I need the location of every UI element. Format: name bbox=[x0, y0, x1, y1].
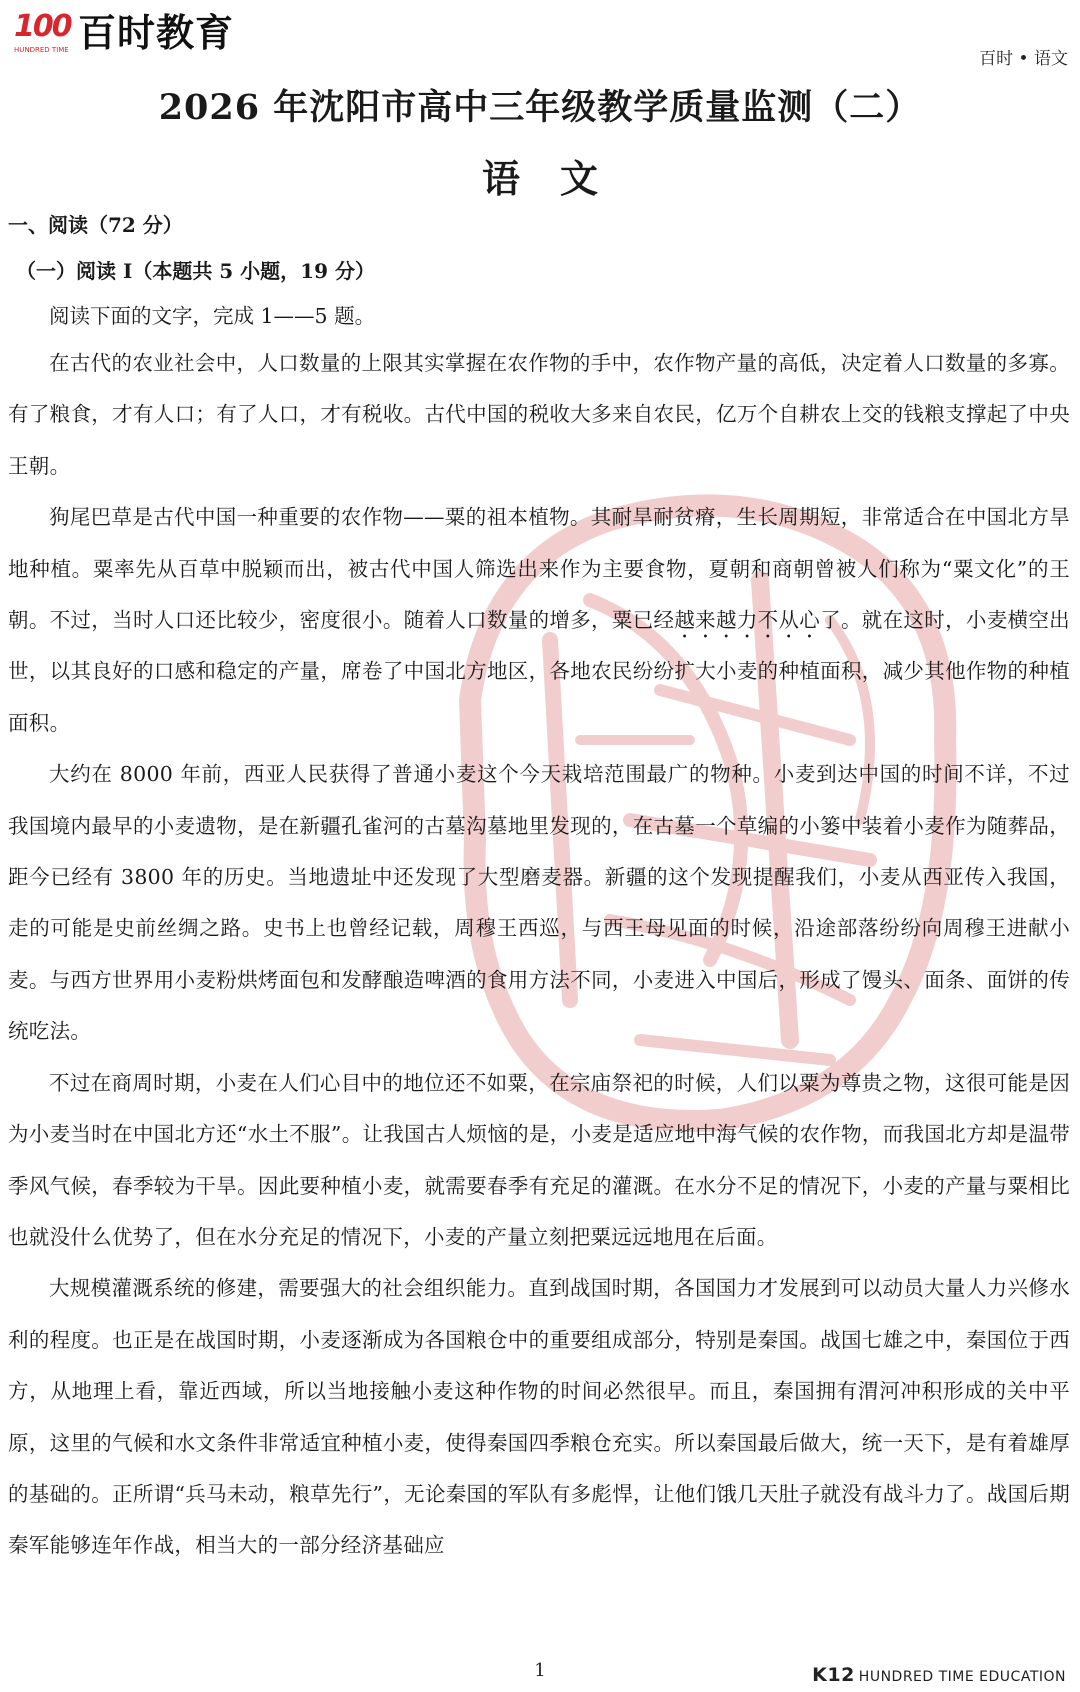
footer-k12: K12 bbox=[812, 1664, 855, 1686]
paragraph-2-text-after: 了。就在这时，小麦横空出世，以其良好的口感和稳定的产量，席卷了中国北方地区，各地农民纷纷扩大小麦的种植面积，减少其他作物的种植面积。 bbox=[8, 608, 1070, 735]
logo-number: 100 bbox=[14, 9, 71, 44]
paragraph-3: 大约在 8000 年前，西亚人民获得了普通小麦这个今天栽培范围最广的物种。小麦到达中国的时间不详，不过我国境内最早的小麦遗物，是在新疆孔雀河的古墓沟墓地里发现的，在古墓一个草编的小篓中装着小麦作为随葬品，距今已经有 3800 年的历史。当地遗址中还发现了大型磨麦器。新疆的这个发现提醒我们，小麦从西亚传入我国，走的可能是史前丝绸之路。史书上也曾经记载，周穆王西巡，与西王母见面的时候，沿途部落纷纷向周穆王进献小麦。与西方世界用小麦粉烘烤面包和发酵酿造啤酒的食用方法不同，小麦进入中国后，形成了馒头、面条、面饼的传统吃法。 bbox=[8, 762, 1070, 1044]
paragraph-2 bbox=[8, 492, 1070, 749]
paragraph-1: 在古代的农业社会中，人口数量的上限其实掌握在农作物的手中，农作物产量的高低，决定着人口数量的多寡。有了粮食，才有人口；有了人口，才有税收。古代中国的税收大多来自农民，亿万个自耕农上交的钱粮支撑起了中央王朝。 bbox=[8, 351, 1070, 478]
paragraph-4: 不过在商周时期，小麦在人们心目中的地位还不如粟，在宗庙祭祀的时候，人们以粟为尊贵之物，这很可能是因为小麦当时在中国北方还“水土不服”。让我国古人烦恼的是，小麦是适应地中海气候的农作物，而我国北方却是温带季风气候，春季较为干旱。因此要种植小麦，就需要春季有充足的灌溉。在水分不足的情况下，小麦的产量与粟相比也就没什么优势了，但在水分充足的情况下，小麦的产量立刻把粟远远地甩在后面。 bbox=[8, 1070, 1070, 1249]
footer-brand bbox=[812, 1664, 1066, 1686]
subsection-heading: （一）阅读 I（本题共 5 小题，19 分） bbox=[16, 259, 375, 283]
logo-subtitle: HUNDRED TIME bbox=[14, 46, 69, 54]
brand-logo bbox=[14, 10, 234, 56]
section-heading: 一、阅读（72 分） bbox=[8, 213, 183, 237]
page-title: 2026 年沈阳市高中三年级教学质量监测（二） bbox=[158, 87, 922, 128]
paragraph-2-text-before: 狗尾巴草是古代中国一种重要的农作物——粟的祖本植物。其耐旱耐贫瘠，生长周期短，非常适合在中国北方旱地种植。粟率先从百草中脱颖而出，被古代中国人筛选出来作为主要食物，夏朝和商朝曾被人们称为“粟文化”的王朝。不过，当时人口还比较少，密度很小。随着人口数量的增多，粟已经 bbox=[8, 505, 1070, 633]
header-subject-tag: 百时 • 语文 bbox=[979, 49, 1068, 69]
paragraph-5: 大规模灌溉系统的修建，需要强大的社会组织能力。直到战国时期，各国国力才发展到可以动员大量人力兴修水利的程度。也正是在战国时期，小麦逐渐成为各国粮仓中的重要组成部分，特别是秦国。战国七雄之中，秦国位于西方，从地理上看，靠近西域，所以当地接触小麦这种作物的时间必然很早。而且，秦国拥有渭河冲积形成的关中平原，这里的气候和水文条件非常适宜种植小麦，使得秦国四季粮仓充实。所以秦国最后做大，统一天下，是有着雄厚的基础的。正所谓“兵马未动，粮草先行”，无论秦国的军队有多彪悍，让他们饿几天肚子就没有战斗力了。战国后期秦军能够连年作战，相当大的一部分经济基础应 bbox=[8, 1276, 1070, 1558]
page-number: 1 bbox=[534, 1660, 546, 1681]
emphasis-dotted-phrase: 越来越力不从心 bbox=[674, 608, 821, 633]
footer-brand-name: HUNDRED TIME EDUCATION bbox=[858, 1669, 1066, 1685]
logo-mark bbox=[14, 10, 72, 56]
subject-title: 语文 bbox=[481, 156, 638, 201]
logo-name: 百时教育 bbox=[78, 11, 235, 55]
instruction-text: 阅读下面的文字，完成 1——5 题。 bbox=[49, 304, 376, 328]
document-body bbox=[8, 212, 1070, 1572]
